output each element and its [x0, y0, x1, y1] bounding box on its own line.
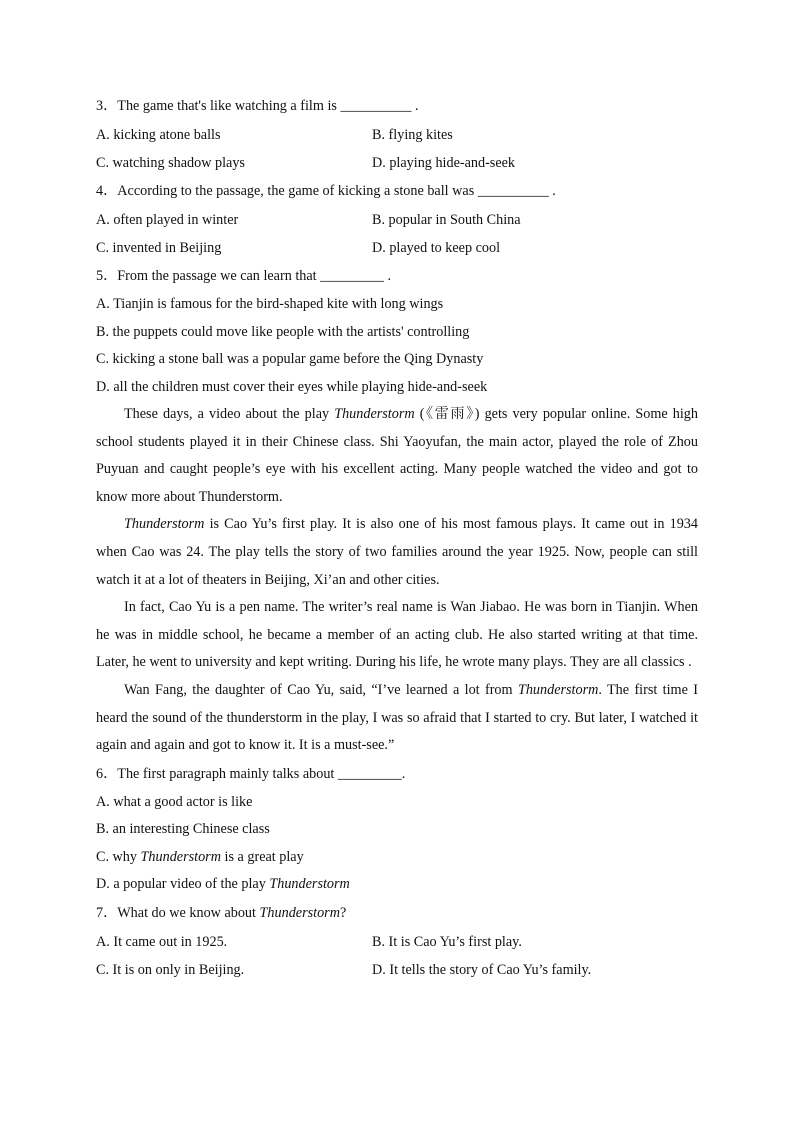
passage-paragraph-2	[96, 511, 698, 594]
passage-paragraph-4	[96, 677, 698, 760]
p1-text-a: These days, a video about the play	[124, 406, 335, 422]
question-3-options-row-2	[96, 149, 698, 177]
q6c-pre: C. why	[96, 848, 141, 865]
question-6-option-c	[96, 844, 698, 872]
question-4-option-c: C. invented in Beijing	[96, 240, 222, 256]
question-3-option-b: B. flying kites	[372, 127, 453, 143]
p1-play-title: Thunderstorm	[334, 406, 415, 422]
question-4-stem: 4．According to the passage, the game of kicking a stone ball was __________ .	[96, 183, 556, 199]
q7-stem-title: Thunderstorm	[259, 904, 340, 921]
question-7-options-row-1	[96, 928, 698, 956]
p2-text-b: is Cao Yu’s first play. It is also one of his most famous plays. It came out in 1934 when Cao was 24. The play tells the story of two families around the year 1925. Now, people can still watch it at a lot of theaters in Beijing, Xi’an and other cities.	[96, 516, 698, 588]
q6d-pre: D. a popular video of the play	[96, 876, 270, 893]
p4-text-b: . The first time I heard the sound of the thunderstorm in the play, I was so afraid that I started to cry. But later, I watched it again and again and got to know it. It is a must-see.”	[96, 681, 698, 754]
question-5-option-d: D. all the children must cover their eyes while playing hide-and-seek	[96, 378, 488, 395]
question-4-option-a: A. often played in winter	[96, 212, 239, 228]
p2-play-title: Thunderstorm	[124, 516, 205, 533]
question-6-stem: 6．The first paragraph mainly talks about _________.	[96, 765, 406, 782]
question-5-option-b: B. the puppets could move like people with the artists' controlling	[96, 323, 470, 340]
question-7-option-a: A. It came out in 1925.	[96, 933, 228, 950]
question-3-option-c: C. watching shadow plays	[96, 155, 245, 171]
question-5-option-c: C. kicking a stone ball was a popular game before the Qing Dynasty	[96, 351, 484, 367]
question-6-option-a: A. what a good actor is like	[96, 793, 253, 810]
question-3-option-d: D. playing hide-and-seek	[372, 155, 516, 171]
p4-play-title: Thunderstorm	[517, 681, 599, 698]
question-7-option-c: C. It is on only in Beijing.	[96, 961, 245, 978]
question-5-option-a: A. Tianjin is famous for the bird-shaped kite with long wings	[96, 296, 444, 312]
q6d-title: Thunderstorm	[269, 876, 350, 893]
p1-text-b: (《雷雨》) gets very popular online. Some high school students played it in their Chinese class. Shi Yaoyufan, the main actor, played the role of Zhou Puyuan and caught people’s eye with his excellent acting. Many people watched the video and got to know more about Thunderstorm.	[96, 406, 698, 505]
worksheet-page	[96, 92, 698, 984]
q7-stem-pre: 7．What do we know about	[96, 904, 260, 921]
q6c-post: is a great play	[220, 848, 304, 865]
q7-stem-post: ?	[339, 904, 347, 921]
question-4-option-d: D. played to keep cool	[372, 240, 501, 256]
question-3-options-row-1	[96, 121, 698, 149]
q6c-title: Thunderstorm	[140, 848, 221, 865]
passage-paragraph-3: In fact, Cao Yu is a pen name. The writer’s real name is Wan Jiabao. He was born in Tianjin. When he was in middle school, he became a member of an acting club. He also started writing at that time. Later, he went to university and kept writing. During his life, he wrote many plays. They are all classics .	[96, 599, 698, 671]
question-7-option-b: B. It is Cao Yu’s first play.	[372, 933, 522, 950]
question-7-options-row-2	[96, 956, 698, 984]
question-3-option-a: A. kicking atone balls	[96, 127, 221, 143]
question-4-option-b: B. popular in South China	[372, 212, 521, 228]
question-7-stem	[96, 899, 698, 928]
question-6-option-d	[96, 871, 698, 899]
question-7-option-d: D. It tells the story of Cao Yu’s family.	[372, 961, 592, 978]
question-3-stem: 3．The game that's like watching a film is __________ .	[96, 98, 419, 114]
question-6-option-b: B. an interesting Chinese class	[96, 821, 270, 838]
question-5-stem: 5．From the passage we can learn that _________ .	[96, 268, 392, 284]
question-4-options-row-1	[96, 206, 698, 234]
p4-text-a: Wan Fang, the daughter of Cao Yu, said, “I’ve learned a lot from	[124, 681, 518, 698]
question-4-options-row-2	[96, 234, 698, 262]
passage-paragraph-1	[96, 401, 698, 511]
